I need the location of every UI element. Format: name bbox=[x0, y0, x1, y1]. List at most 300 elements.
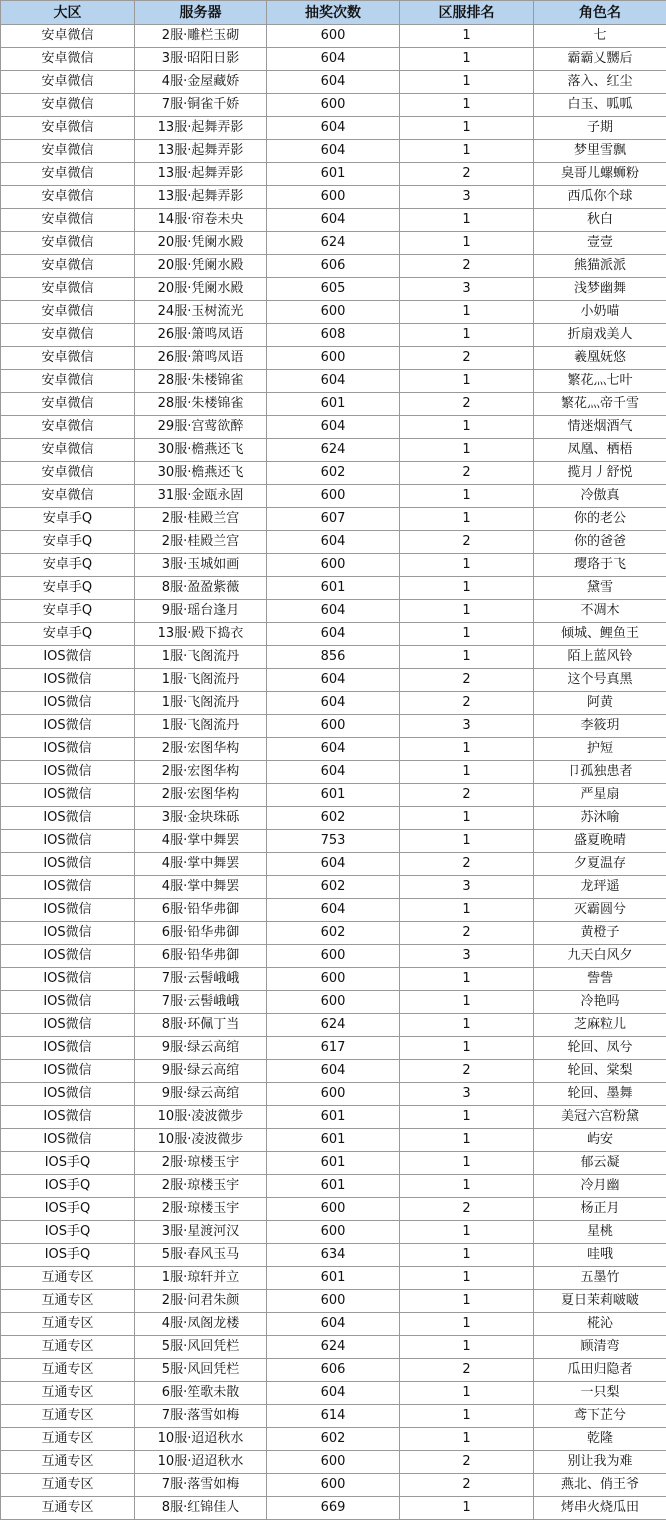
cell-server: 2服·问君朱颜 bbox=[135, 1290, 267, 1313]
table-row bbox=[1, 945, 666, 968]
cell-server-rank: 1 bbox=[400, 370, 534, 393]
cell-character-name: 燕北、俏王爷 bbox=[534, 1474, 666, 1497]
cell-server: 10服·凌波微步 bbox=[135, 1129, 267, 1152]
cell-region: IOS微信 bbox=[1, 715, 135, 738]
cell-draw-count: 600 bbox=[267, 1221, 400, 1244]
cell-region: IOS微信 bbox=[1, 1083, 135, 1106]
table-row bbox=[1, 531, 666, 554]
cell-server: 2服·琼楼玉宇 bbox=[135, 1198, 267, 1221]
cell-character-name: 揽月丿舒悦 bbox=[534, 462, 666, 485]
cell-character-name: 苏沐喻 bbox=[534, 807, 666, 830]
cell-character-name: 鸢下芷兮 bbox=[534, 1405, 666, 1428]
cell-server-rank: 1 bbox=[400, 600, 534, 623]
cell-region: IOS微信 bbox=[1, 1014, 135, 1037]
cell-character-name: 龙玶遥 bbox=[534, 876, 666, 899]
cell-server-rank: 2 bbox=[400, 347, 534, 370]
cell-server: 4服·凤阁龙楼 bbox=[135, 1313, 267, 1336]
table-row bbox=[1, 761, 666, 784]
cell-server-rank: 1 bbox=[400, 1244, 534, 1267]
cell-character-name: 卩孤独患者 bbox=[534, 761, 666, 784]
header-region: 大区 bbox=[1, 1, 135, 25]
cell-server: 4服·金屋藏娇 bbox=[135, 71, 267, 94]
cell-character-name: 子期 bbox=[534, 117, 666, 140]
cell-region: IOS微信 bbox=[1, 692, 135, 715]
cell-draw-count: 601 bbox=[267, 163, 400, 186]
cell-server: 29服·宫莺欲醉 bbox=[135, 416, 267, 439]
cell-draw-count: 614 bbox=[267, 1405, 400, 1428]
cell-draw-count: 604 bbox=[267, 531, 400, 554]
cell-character-name: 凤凰、栖梧 bbox=[534, 439, 666, 462]
cell-server: 3服·星渡河汉 bbox=[135, 1221, 267, 1244]
table-row bbox=[1, 186, 666, 209]
cell-draw-count: 600 bbox=[267, 1290, 400, 1313]
cell-character-name: 五墨竹 bbox=[534, 1267, 666, 1290]
table-row bbox=[1, 1198, 666, 1221]
table-row bbox=[1, 1382, 666, 1405]
table-row bbox=[1, 324, 666, 347]
cell-draw-count: 634 bbox=[267, 1244, 400, 1267]
cell-server: 30服·檐燕还飞 bbox=[135, 462, 267, 485]
header-server-rank: 区服排名 bbox=[400, 1, 534, 25]
cell-draw-count: 600 bbox=[267, 554, 400, 577]
cell-server-rank: 2 bbox=[400, 531, 534, 554]
table-row bbox=[1, 623, 666, 646]
cell-server: 13服·起舞弄影 bbox=[135, 140, 267, 163]
table-row bbox=[1, 876, 666, 899]
cell-draw-count: 600 bbox=[267, 301, 400, 324]
table-row bbox=[1, 991, 666, 1014]
cell-server: 6服·铅华弗御 bbox=[135, 945, 267, 968]
cell-region: IOS微信 bbox=[1, 922, 135, 945]
cell-character-name: 郁云凝 bbox=[534, 1152, 666, 1175]
cell-draw-count: 604 bbox=[267, 209, 400, 232]
cell-server: 7服·云髻峨峨 bbox=[135, 991, 267, 1014]
cell-server-rank: 2 bbox=[400, 784, 534, 807]
cell-draw-count: 604 bbox=[267, 669, 400, 692]
cell-server: 26服·箫鸣凤语 bbox=[135, 324, 267, 347]
cell-character-name: 璎珞于飞 bbox=[534, 554, 666, 577]
cell-server: 2服·宏图华构 bbox=[135, 784, 267, 807]
table-row bbox=[1, 1106, 666, 1129]
cell-server: 8服·红锦佳人 bbox=[135, 1497, 267, 1520]
cell-server: 8服·环佩丁当 bbox=[135, 1014, 267, 1037]
cell-server-rank: 1 bbox=[400, 439, 534, 462]
table-row bbox=[1, 1451, 666, 1474]
cell-character-name: 夏日茉莉啵啵 bbox=[534, 1290, 666, 1313]
header-server: 服务器 bbox=[135, 1, 267, 25]
table-row bbox=[1, 646, 666, 669]
cell-server-rank: 1 bbox=[400, 577, 534, 600]
cell-server-rank: 1 bbox=[400, 761, 534, 784]
cell-region: 安卓微信 bbox=[1, 301, 135, 324]
cell-region: IOS微信 bbox=[1, 646, 135, 669]
cell-server: 20服·凭阑水殿 bbox=[135, 278, 267, 301]
cell-character-name: 冷傲真 bbox=[534, 485, 666, 508]
cell-server-rank: 1 bbox=[400, 324, 534, 347]
cell-server: 26服·箫鸣凤语 bbox=[135, 347, 267, 370]
cell-region: 互通专区 bbox=[1, 1359, 135, 1382]
cell-region: 互通专区 bbox=[1, 1428, 135, 1451]
cell-region: IOS微信 bbox=[1, 669, 135, 692]
cell-region: 互通专区 bbox=[1, 1405, 135, 1428]
cell-region: IOS微信 bbox=[1, 761, 135, 784]
cell-server-rank: 1 bbox=[400, 899, 534, 922]
table-row bbox=[1, 94, 666, 117]
table-row bbox=[1, 692, 666, 715]
table-row bbox=[1, 462, 666, 485]
cell-character-name: 李筱玥 bbox=[534, 715, 666, 738]
cell-server-rank: 1 bbox=[400, 232, 534, 255]
table-row bbox=[1, 853, 666, 876]
cell-character-name: 黄橙子 bbox=[534, 922, 666, 945]
cell-server: 13服·起舞弄影 bbox=[135, 163, 267, 186]
table-row bbox=[1, 508, 666, 531]
cell-server-rank: 3 bbox=[400, 1083, 534, 1106]
cell-character-name: 陌上蓝风铃 bbox=[534, 646, 666, 669]
cell-character-name: 訾訾 bbox=[534, 968, 666, 991]
cell-region: 互通专区 bbox=[1, 1336, 135, 1359]
cell-region: 安卓微信 bbox=[1, 232, 135, 255]
cell-server: 4服·掌中舞罢 bbox=[135, 876, 267, 899]
cell-server: 9服·绿云高绾 bbox=[135, 1037, 267, 1060]
cell-character-name: 芝麻粒儿 bbox=[534, 1014, 666, 1037]
cell-server-rank: 2 bbox=[400, 255, 534, 278]
cell-draw-count: 601 bbox=[267, 1129, 400, 1152]
table-row bbox=[1, 1014, 666, 1037]
table-row bbox=[1, 71, 666, 94]
cell-server: 7服·铜雀千娇 bbox=[135, 94, 267, 117]
cell-region: 安卓微信 bbox=[1, 485, 135, 508]
table-row bbox=[1, 25, 666, 48]
cell-server-rank: 2 bbox=[400, 462, 534, 485]
cell-server-rank: 1 bbox=[400, 71, 534, 94]
cell-server-rank: 1 bbox=[400, 1382, 534, 1405]
cell-server-rank: 1 bbox=[400, 1129, 534, 1152]
cell-region: IOS手Q bbox=[1, 1244, 135, 1267]
cell-draw-count: 600 bbox=[267, 25, 400, 48]
cell-draw-count: 604 bbox=[267, 1060, 400, 1083]
table-row bbox=[1, 830, 666, 853]
cell-server: 31服·金瓯永固 bbox=[135, 485, 267, 508]
cell-draw-count: 604 bbox=[267, 71, 400, 94]
cell-character-name: 西瓜你个球 bbox=[534, 186, 666, 209]
cell-character-name: 阿黄 bbox=[534, 692, 666, 715]
cell-draw-count: 602 bbox=[267, 1428, 400, 1451]
cell-character-name: 浅梦幽舞 bbox=[534, 278, 666, 301]
cell-draw-count: 606 bbox=[267, 1359, 400, 1382]
cell-character-name: 一只梨 bbox=[534, 1382, 666, 1405]
table-row bbox=[1, 784, 666, 807]
cell-draw-count: 604 bbox=[267, 117, 400, 140]
cell-server-rank: 2 bbox=[400, 692, 534, 715]
cell-character-name: 烤串火烧瓜田 bbox=[534, 1497, 666, 1520]
cell-region: IOS微信 bbox=[1, 1060, 135, 1083]
table-row bbox=[1, 1129, 666, 1152]
cell-region: IOS微信 bbox=[1, 991, 135, 1014]
cell-server: 10服·迢迢秋水 bbox=[135, 1428, 267, 1451]
cell-region: IOS微信 bbox=[1, 738, 135, 761]
table-row bbox=[1, 1037, 666, 1060]
cell-server: 3服·金块珠砾 bbox=[135, 807, 267, 830]
cell-draw-count: 669 bbox=[267, 1497, 400, 1520]
cell-draw-count: 604 bbox=[267, 1313, 400, 1336]
cell-server-rank: 3 bbox=[400, 715, 534, 738]
cell-server: 5服·风回凭栏 bbox=[135, 1336, 267, 1359]
cell-draw-count: 624 bbox=[267, 439, 400, 462]
cell-server: 2服·宏图华构 bbox=[135, 738, 267, 761]
cell-server: 7服·云髻峨峨 bbox=[135, 968, 267, 991]
cell-server-rank: 1 bbox=[400, 738, 534, 761]
cell-draw-count: 600 bbox=[267, 968, 400, 991]
cell-server: 13服·起舞弄影 bbox=[135, 186, 267, 209]
cell-draw-count: 601 bbox=[267, 393, 400, 416]
cell-draw-count: 604 bbox=[267, 48, 400, 71]
cell-draw-count: 856 bbox=[267, 646, 400, 669]
cell-region: 安卓微信 bbox=[1, 439, 135, 462]
table-row bbox=[1, 278, 666, 301]
cell-server: 9服·绿云高绾 bbox=[135, 1060, 267, 1083]
cell-server-rank: 1 bbox=[400, 301, 534, 324]
cell-server: 30服·檐燕还飞 bbox=[135, 439, 267, 462]
cell-character-name: 小奶喵 bbox=[534, 301, 666, 324]
cell-draw-count: 602 bbox=[267, 807, 400, 830]
cell-character-name: 落入、红尘 bbox=[534, 71, 666, 94]
table-row bbox=[1, 209, 666, 232]
cell-server: 1服·琼轩并立 bbox=[135, 1267, 267, 1290]
cell-character-name: 护短 bbox=[534, 738, 666, 761]
cell-server-rank: 1 bbox=[400, 1336, 534, 1359]
table-row bbox=[1, 393, 666, 416]
cell-server-rank: 1 bbox=[400, 1497, 534, 1520]
cell-draw-count: 604 bbox=[267, 370, 400, 393]
cell-draw-count: 604 bbox=[267, 140, 400, 163]
cell-server-rank: 1 bbox=[400, 991, 534, 1014]
cell-region: IOS手Q bbox=[1, 1152, 135, 1175]
cell-character-name: 七 bbox=[534, 25, 666, 48]
cell-server-rank: 3 bbox=[400, 278, 534, 301]
table-row bbox=[1, 347, 666, 370]
table-row bbox=[1, 1175, 666, 1198]
table-row bbox=[1, 255, 666, 278]
cell-server: 6服·铅华弗御 bbox=[135, 922, 267, 945]
cell-server-rank: 1 bbox=[400, 416, 534, 439]
cell-draw-count: 604 bbox=[267, 853, 400, 876]
cell-character-name: 夕夏温存 bbox=[534, 853, 666, 876]
cell-region: 互通专区 bbox=[1, 1497, 135, 1520]
cell-character-name: 熊猫派派 bbox=[534, 255, 666, 278]
cell-character-name: 别让我为难 bbox=[534, 1451, 666, 1474]
cell-region: IOS手Q bbox=[1, 1175, 135, 1198]
cell-region: 安卓微信 bbox=[1, 416, 135, 439]
cell-character-name: 严星扇 bbox=[534, 784, 666, 807]
cell-draw-count: 600 bbox=[267, 186, 400, 209]
cell-server-rank: 1 bbox=[400, 1152, 534, 1175]
table-row bbox=[1, 968, 666, 991]
cell-draw-count: 601 bbox=[267, 1267, 400, 1290]
cell-region: 互通专区 bbox=[1, 1451, 135, 1474]
cell-server: 1服·飞阁流丹 bbox=[135, 715, 267, 738]
table-row bbox=[1, 140, 666, 163]
header-row bbox=[1, 1, 666, 25]
cell-character-name: 瓜田归隐者 bbox=[534, 1359, 666, 1382]
cell-server: 13服·殿下捣衣 bbox=[135, 623, 267, 646]
cell-region: IOS微信 bbox=[1, 1037, 135, 1060]
cell-server: 3服·昭阳日影 bbox=[135, 48, 267, 71]
table-row bbox=[1, 669, 666, 692]
table-row bbox=[1, 1152, 666, 1175]
cell-region: 安卓微信 bbox=[1, 324, 135, 347]
cell-server-rank: 2 bbox=[400, 1060, 534, 1083]
cell-draw-count: 600 bbox=[267, 1083, 400, 1106]
table-row bbox=[1, 807, 666, 830]
cell-region: IOS微信 bbox=[1, 899, 135, 922]
table-row bbox=[1, 1474, 666, 1497]
cell-server: 10服·迢迢秋水 bbox=[135, 1451, 267, 1474]
cell-draw-count: 607 bbox=[267, 508, 400, 531]
cell-region: 安卓微信 bbox=[1, 140, 135, 163]
cell-region: IOS微信 bbox=[1, 807, 135, 830]
cell-server: 20服·凭阑水殿 bbox=[135, 232, 267, 255]
cell-server-rank: 1 bbox=[400, 1290, 534, 1313]
cell-server-rank: 1 bbox=[400, 554, 534, 577]
cell-character-name: 不凋木 bbox=[534, 600, 666, 623]
cell-server: 28服·朱楼锦雀 bbox=[135, 393, 267, 416]
cell-character-name: 梦里雪飘 bbox=[534, 140, 666, 163]
cell-character-name: 美冠六宫粉黛 bbox=[534, 1106, 666, 1129]
table-row bbox=[1, 370, 666, 393]
cell-draw-count: 601 bbox=[267, 1175, 400, 1198]
cell-draw-count: 604 bbox=[267, 416, 400, 439]
cell-region: 安卓微信 bbox=[1, 393, 135, 416]
cell-region: 安卓手Q bbox=[1, 554, 135, 577]
cell-character-name: 九天白风夕 bbox=[534, 945, 666, 968]
cell-server: 2服·琼楼玉宇 bbox=[135, 1175, 267, 1198]
cell-draw-count: 600 bbox=[267, 945, 400, 968]
cell-region: IOS微信 bbox=[1, 945, 135, 968]
cell-server-rank: 1 bbox=[400, 25, 534, 48]
cell-server-rank: 1 bbox=[400, 968, 534, 991]
cell-character-name: 轮回、凤兮 bbox=[534, 1037, 666, 1060]
cell-region: 安卓手Q bbox=[1, 531, 135, 554]
cell-character-name: 倾城、鲤鱼王 bbox=[534, 623, 666, 646]
cell-character-name: 哇哦 bbox=[534, 1244, 666, 1267]
cell-character-name: 乾隆 bbox=[534, 1428, 666, 1451]
header-character-name: 角色名 bbox=[534, 1, 666, 25]
cell-server-rank: 2 bbox=[400, 1474, 534, 1497]
cell-server-rank: 2 bbox=[400, 163, 534, 186]
cell-server-rank: 2 bbox=[400, 853, 534, 876]
cell-server: 3服·玉城如画 bbox=[135, 554, 267, 577]
cell-region: 安卓微信 bbox=[1, 347, 135, 370]
cell-server-rank: 1 bbox=[400, 623, 534, 646]
cell-region: 安卓微信 bbox=[1, 117, 135, 140]
cell-character-name: 臭哥儿螺蛳粉 bbox=[534, 163, 666, 186]
cell-region: 安卓微信 bbox=[1, 462, 135, 485]
cell-server-rank: 2 bbox=[400, 1198, 534, 1221]
cell-region: 安卓微信 bbox=[1, 48, 135, 71]
cell-server-rank: 1 bbox=[400, 1405, 534, 1428]
cell-server-rank: 1 bbox=[400, 1175, 534, 1198]
cell-server: 1服·飞阁流丹 bbox=[135, 669, 267, 692]
cell-server: 24服·玉树流光 bbox=[135, 301, 267, 324]
cell-character-name: 这个号真黑 bbox=[534, 669, 666, 692]
cell-draw-count: 600 bbox=[267, 347, 400, 370]
cell-draw-count: 608 bbox=[267, 324, 400, 347]
cell-server-rank: 3 bbox=[400, 876, 534, 899]
cell-draw-count: 604 bbox=[267, 738, 400, 761]
table-row bbox=[1, 301, 666, 324]
table-row bbox=[1, 922, 666, 945]
cell-server-rank: 2 bbox=[400, 1451, 534, 1474]
cell-draw-count: 604 bbox=[267, 761, 400, 784]
cell-region: 安卓微信 bbox=[1, 278, 135, 301]
cell-server: 7服·落雪如梅 bbox=[135, 1405, 267, 1428]
cell-character-name: 繁花灬帝千雪 bbox=[534, 393, 666, 416]
cell-server-rank: 3 bbox=[400, 945, 534, 968]
table-row bbox=[1, 439, 666, 462]
table-row bbox=[1, 577, 666, 600]
cell-character-name: 情迷烟酒气 bbox=[534, 416, 666, 439]
table-row bbox=[1, 163, 666, 186]
cell-character-name: 你的老公 bbox=[534, 508, 666, 531]
table-row bbox=[1, 1336, 666, 1359]
cell-draw-count: 602 bbox=[267, 922, 400, 945]
cell-server: 6服·笙歌未散 bbox=[135, 1382, 267, 1405]
cell-server-rank: 2 bbox=[400, 669, 534, 692]
cell-region: IOS手Q bbox=[1, 1198, 135, 1221]
cell-draw-count: 606 bbox=[267, 255, 400, 278]
cell-server: 4服·掌中舞罢 bbox=[135, 830, 267, 853]
cell-region: 互通专区 bbox=[1, 1290, 135, 1313]
cell-region: 互通专区 bbox=[1, 1313, 135, 1336]
cell-region: 安卓微信 bbox=[1, 163, 135, 186]
cell-server-rank: 2 bbox=[400, 1359, 534, 1382]
table-row bbox=[1, 485, 666, 508]
cell-character-name: 霸霸乂嬲后 bbox=[534, 48, 666, 71]
table-row bbox=[1, 600, 666, 623]
cell-character-name: 杨正月 bbox=[534, 1198, 666, 1221]
cell-character-name: 冷艳吗 bbox=[534, 991, 666, 1014]
table-row bbox=[1, 1060, 666, 1083]
cell-draw-count: 604 bbox=[267, 1382, 400, 1405]
cell-draw-count: 601 bbox=[267, 1106, 400, 1129]
cell-character-name: 屿安 bbox=[534, 1129, 666, 1152]
cell-character-name: 羲凰妩悠 bbox=[534, 347, 666, 370]
cell-server-rank: 1 bbox=[400, 1267, 534, 1290]
cell-server: 13服·起舞弄影 bbox=[135, 117, 267, 140]
table-row bbox=[1, 1497, 666, 1520]
cell-server: 14服·帘卷未央 bbox=[135, 209, 267, 232]
cell-server-rank: 1 bbox=[400, 94, 534, 117]
cell-server-rank: 2 bbox=[400, 922, 534, 945]
header-draw-count: 抽奖次数 bbox=[267, 1, 400, 25]
cell-server-rank: 1 bbox=[400, 830, 534, 853]
cell-draw-count: 624 bbox=[267, 232, 400, 255]
cell-server-rank: 1 bbox=[400, 508, 534, 531]
table-row bbox=[1, 1244, 666, 1267]
cell-character-name: 黛雪 bbox=[534, 577, 666, 600]
cell-region: 安卓微信 bbox=[1, 25, 135, 48]
cell-server: 2服·桂殿兰宫 bbox=[135, 531, 267, 554]
cell-server: 6服·铅华弗御 bbox=[135, 899, 267, 922]
cell-draw-count: 602 bbox=[267, 462, 400, 485]
cell-region: 互通专区 bbox=[1, 1382, 135, 1405]
table-body bbox=[1, 25, 666, 1520]
cell-server: 2服·雕栏玉砌 bbox=[135, 25, 267, 48]
cell-region: IOS微信 bbox=[1, 968, 135, 991]
cell-server-rank: 1 bbox=[400, 1313, 534, 1336]
cell-character-name: 星桃 bbox=[534, 1221, 666, 1244]
